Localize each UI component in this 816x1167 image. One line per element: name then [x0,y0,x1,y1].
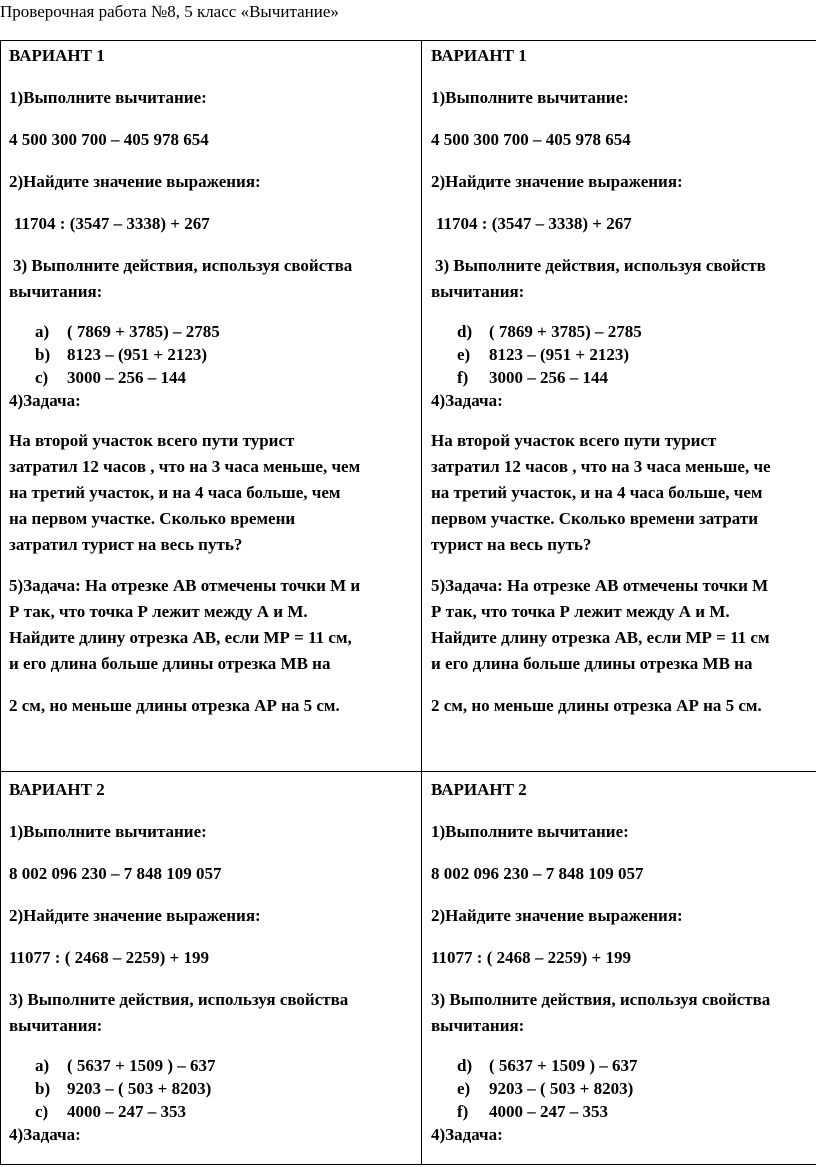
task4-text-line: на первом участке. Сколько времени [9,509,296,528]
task2-expression: 11077 : ( 2468 – 2259) + 199 [431,948,631,967]
task3-label-line1: 3) Выполните действия, используя свойства [431,990,771,1009]
task1-expression: 4 500 300 700 – 405 978 654 [431,130,631,149]
task4-text-line: затратил турист на весь путь? [9,535,243,554]
task3-label-line2: вычитания: [431,282,525,301]
task4-text-line: турист на весь путь? [431,535,592,554]
task5-text-line: Р так, что точка Р лежит между А и М. [431,602,730,621]
task3-label-line2: вычитания: [9,282,103,301]
task4-label: 4)Задача: [9,391,81,410]
task3-item: a) ( 5637 + 1509 ) – 637 [35,1056,216,1075]
task5-text-line: и его длина больше длины отрезка МВ на [431,654,753,673]
task1-label: 1)Выполните вычитание: [9,822,207,841]
task5-text-line: Р так, что точка Р лежит между А и М. [9,602,308,621]
variant2-right-cell [431,772,816,1164]
task4-label: 4)Задача: [431,391,503,410]
task4-text-line: На второй участок всего пути турист [9,431,295,450]
task3-item: f) 4000 – 247 – 353 [457,1102,608,1121]
task2-label: 2)Найдите значение выражения: [9,172,261,191]
task4-text-line: первом участке. Сколько времени затрати [431,509,758,528]
task4-text-line: на третий участок, и на 4 часа больше, чем [9,483,341,502]
task4-text-line: на третий участок, и на 4 часа больше, чем [431,483,763,502]
task5-text-line: Найдите длину отрезка АВ, если МР = 11 см [431,628,770,647]
table-left-border [0,40,1,1165]
task2-expression: 11704 : (3547 – 3338) + 267 [14,214,210,233]
table-column-divider [421,40,422,1165]
table-bottom-border [0,1164,816,1165]
variant2-heading: ВАРИАНТ 2 [431,780,527,799]
task3-label-line1: 3) Выполните действия, используя свойств [435,256,766,275]
task3-item: f) 3000 – 256 – 144 [457,368,608,387]
variant1-right-cell [431,40,816,770]
task4-text-line: затратил 12 часов , что на 3 часа меньше, че [431,457,771,476]
task3-label-line1: 3) Выполните действия, используя свойства [9,990,349,1009]
task3-item: b) 8123 – (951 + 2123) [35,345,208,364]
variant2-left-cell [9,772,419,1164]
task5-text-line: 5)Задача: На отрезке АВ отмечены точки М и [9,576,361,595]
task3-item: c) 4000 – 247 – 353 [35,1102,186,1121]
task5-text-line: 2 см, но меньше длины отрезка АР на 5 см. [9,696,340,715]
task4-label: 4)Задача: [431,1125,503,1144]
task5-text-line: Найдите длину отрезка АВ, если МР = 11 см, [9,628,352,647]
task4-label: 4)Задача: [9,1125,81,1144]
variant1-heading: ВАРИАНТ 1 [9,46,105,65]
task2-label: 2)Найдите значение выражения: [9,906,261,925]
task5-text-line: и его длина больше длины отрезка МВ на [9,654,331,673]
task1-expression: 8 002 096 230 – 7 848 109 057 [431,864,644,883]
task4-text-line: На второй участок всего пути турист [431,431,717,450]
task1-label: 1)Выполните вычитание: [9,88,207,107]
variants-table [0,40,816,1167]
task3-item: d) ( 7869 + 3785) – 2785 [457,322,642,341]
variant2-heading: ВАРИАНТ 2 [9,780,105,799]
task3-label-line2: вычитания: [431,1016,525,1035]
task2-label: 2)Найдите значение выражения: [431,172,683,191]
task3-item: d) ( 5637 + 1509 ) – 637 [457,1056,638,1075]
task4-text-line: затратил 12 часов , что на 3 часа меньше, чем [9,457,361,476]
variant1-left-cell [9,40,419,770]
task5-text-line: 2 см, но меньше длины отрезка АР на 5 см. [431,696,762,715]
task3-item: e) 8123 – (951 + 2123) [457,345,630,364]
task3-item: b) 9203 – ( 503 + 8203) [35,1079,212,1098]
task3-label-line2: вычитания: [9,1016,103,1035]
task5-text-line: 5)Задача: На отрезке АВ отмечены точки М [431,576,769,595]
page-title: Проверочная работа №8, 5 класс «Вычитание» [0,2,339,21]
task1-label: 1)Выполните вычитание: [431,822,629,841]
task1-expression: 4 500 300 700 – 405 978 654 [9,130,209,149]
task2-expression: 11077 : ( 2468 – 2259) + 199 [9,948,209,967]
task1-label: 1)Выполните вычитание: [431,88,629,107]
task2-label: 2)Найдите значение выражения: [431,906,683,925]
task1-expression: 8 002 096 230 – 7 848 109 057 [9,864,222,883]
task3-item: e) 9203 – ( 503 + 8203) [457,1079,634,1098]
task3-label-line1: 3) Выполните действия, используя свойства [13,256,353,275]
task3-item: c) 3000 – 256 – 144 [35,368,186,387]
task2-expression: 11704 : (3547 – 3338) + 267 [436,214,632,233]
variant1-heading: ВАРИАНТ 1 [431,46,527,65]
task3-item: a) ( 7869 + 3785) – 2785 [35,322,220,341]
